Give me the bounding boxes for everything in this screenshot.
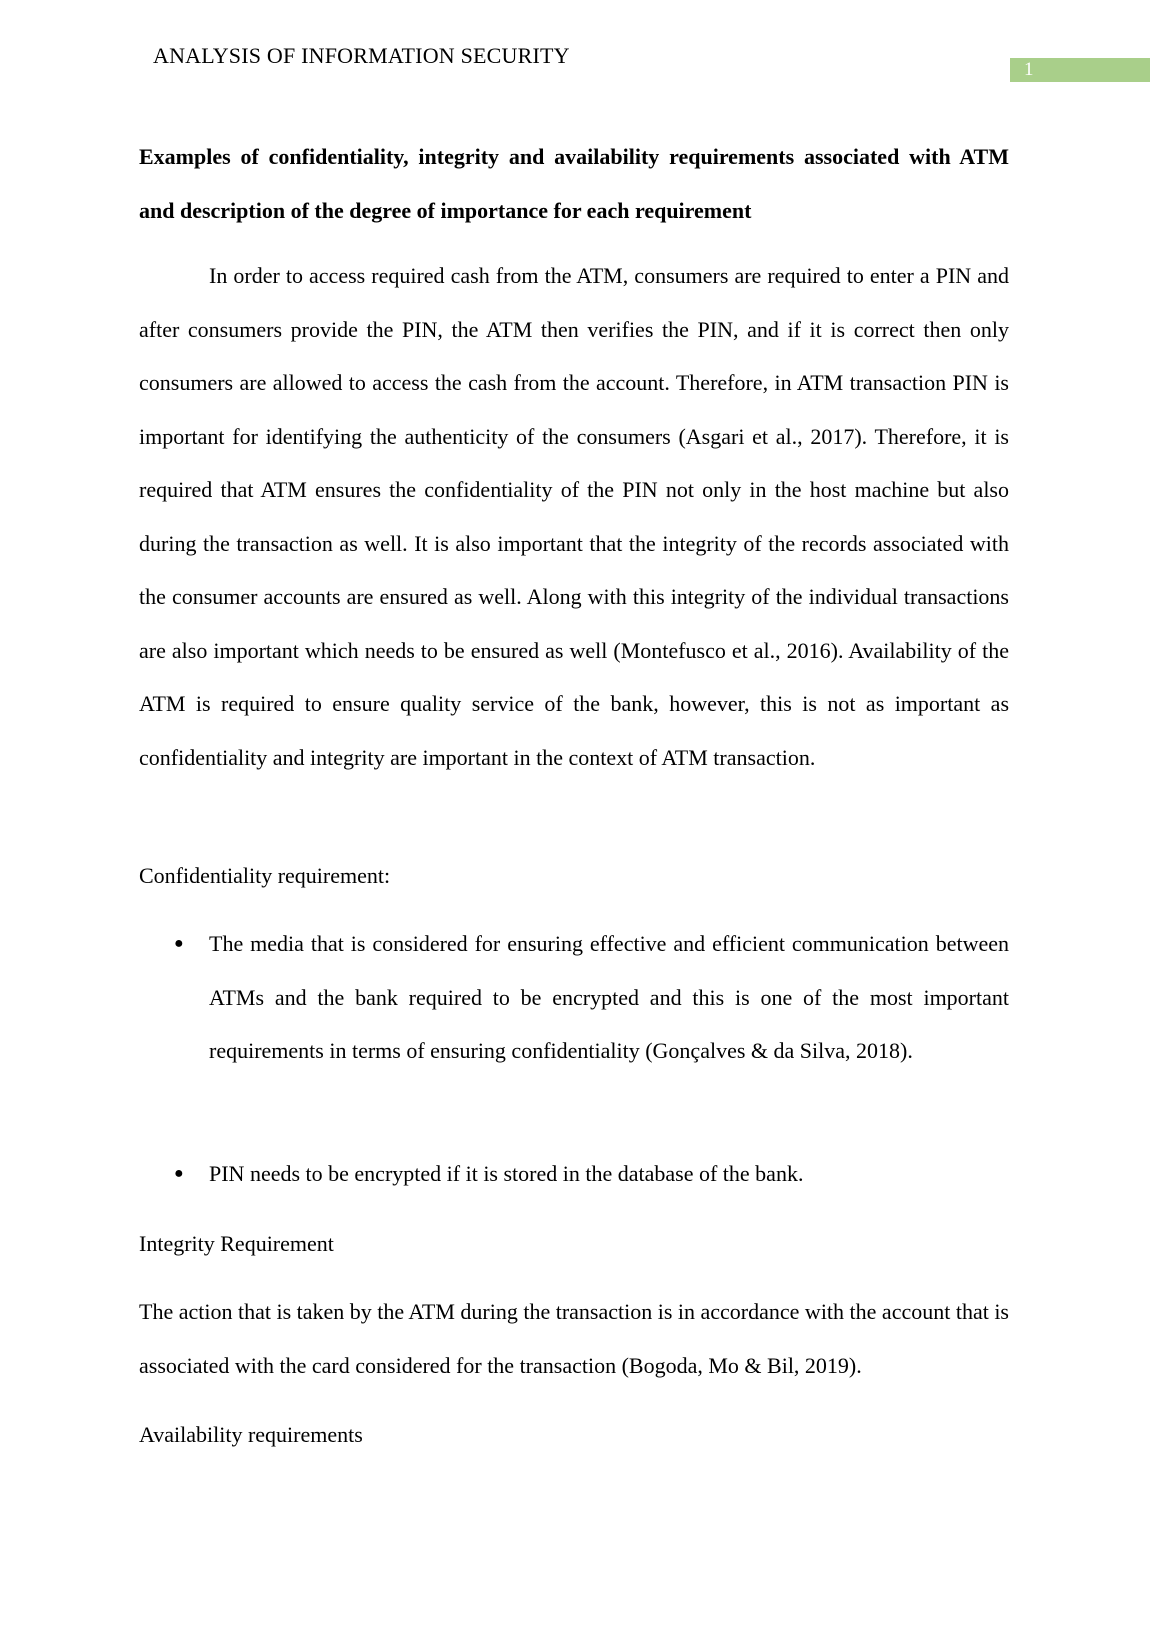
intro-paragraph: In order to access required cash from the ATM, consumers are required to enter a PIN and after consumers provide the PIN, the ATM then verifies the PIN, and if it is correct then only consumers are allowed to access the cash from the account. Therefore, in ATM transaction PIN is important for identifying the authenticity of the consumers (Asgari et al., 2017). Therefore, it is required that ATM ensures the confidentiality of the PIN not only in the host machine but also during the transaction as well. It is also important that the integrity of the records associated with the consumer accounts are ensured as well. Along with this integrity of the individual transactions are also important which needs to be ensured as well (Montefusco et al., 2016). Availability of the ATM is required to ensure quality service of the bank, however, this is not as important as confidentiality and integrity are important in the context of ATM transaction. (139, 263, 1009, 770)
bullet-text: The media that is considered for ensuring effective and efficient communication between ATMs and the bank required to be encrypted and this is one of the most important requirements in terms of ensuring confidentiality (Gonçalves & da Silva, 2018). (209, 931, 1009, 1063)
bullet-dot-icon: ● (174, 1165, 184, 1182)
availability-label: Availability requirements (139, 1422, 363, 1447)
confidentiality-label: Confidentiality requirement: (139, 863, 391, 888)
bullet-dot-icon: ● (174, 935, 184, 952)
integrity-paragraph: The action that is taken by the ATM during the transaction is in accordance with the account that is associated with the card considered for the transaction (Bogoda, Mo & Bil, 2019). (139, 1299, 1009, 1378)
bullet-item (174, 917, 1009, 1078)
section-heading: Examples of confidentiality, integrity and availability requirements associated with ATM and description of the degree of importance for each requirement (139, 144, 1009, 223)
integrity-label: Integrity Requirement (139, 1231, 334, 1256)
page-number-badge: 1 (1010, 58, 1150, 82)
running-header: ANALYSIS OF INFORMATION SECURITY (153, 43, 570, 68)
bullet-item (174, 1147, 1009, 1201)
bullet-text: PIN needs to be encrypted if it is stored in the database of the bank. (209, 1161, 804, 1186)
